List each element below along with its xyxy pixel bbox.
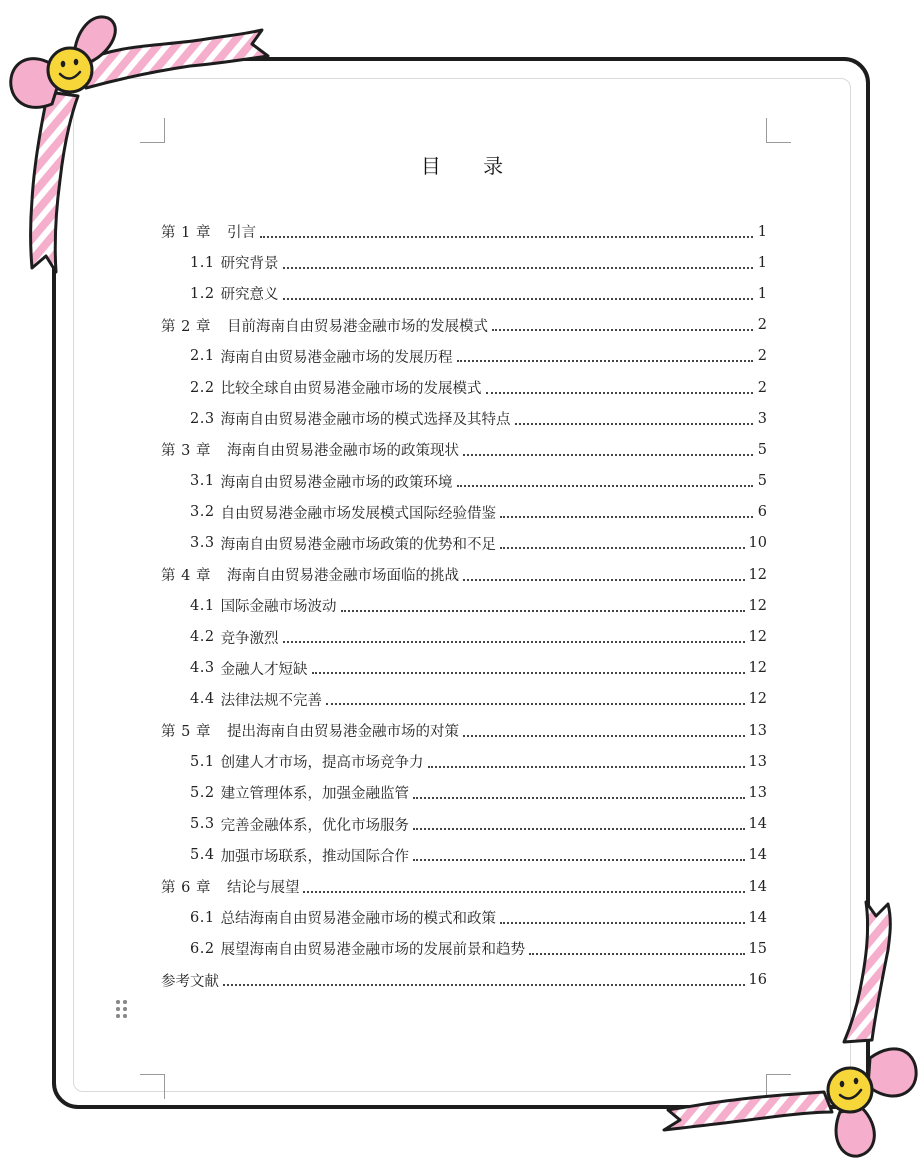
toc-entry-title: 建立管理体系，加强金融监管: [220, 786, 410, 803]
toc-entry-title: 创建人才市场，提高市场竞争力: [220, 755, 424, 772]
toc-leader-dots: [303, 877, 744, 893]
toc-leader-dots: [283, 627, 745, 643]
toc-entry[interactable]: [161, 278, 767, 309]
toc-leader-dots: [463, 565, 745, 581]
toc-page-number: 12: [748, 566, 767, 583]
toc-leader-dots: [500, 533, 744, 549]
toc-entry[interactable]: [161, 684, 767, 715]
toc-entry-number: 5.4: [190, 847, 215, 864]
toc-page-number: 1: [757, 223, 767, 240]
toc-entry-title: 展望海南自由贸易港金融市场的发展前景和趋势: [220, 942, 526, 959]
toc-leader-dots: [260, 222, 753, 238]
drag-handle-icon[interactable]: [116, 1000, 130, 1020]
toc-entry-title: 金融人才短缺: [220, 661, 308, 678]
toc-page-number: 2: [757, 317, 767, 334]
toc-entry[interactable]: [161, 809, 767, 840]
table-of-contents: [161, 216, 767, 996]
toc-entry-title: 目前海南自由贸易港金融市场的发展模式: [226, 318, 488, 335]
toc-entry-number: 5.3: [190, 816, 215, 833]
toc-entry-title: 海南自由贸易港金融市场的发展历程: [220, 349, 453, 366]
toc-entry-title: 提出海南自由贸易港金融市场的对策: [226, 724, 459, 741]
toc-entry-title: 完善金融体系，优化市场服务: [220, 817, 410, 834]
toc-leader-dots: [463, 440, 753, 456]
toc-entry-title: 海南自由贸易港金融市场面临的挑战: [226, 568, 459, 585]
toc-entry-title: 研究意义: [220, 287, 279, 304]
toc-entry-number: 3.3: [190, 535, 215, 552]
toc-entry-title: 自由贸易港金融市场发展模式国际经验借鉴: [220, 505, 497, 522]
toc-entry-number: 1.2: [190, 285, 215, 302]
toc-entry[interactable]: [161, 466, 767, 497]
toc-entry-title: 引言: [226, 225, 256, 242]
toc-page-number: 12: [748, 660, 767, 677]
toc-page-number: 3: [757, 410, 767, 427]
toc-entry-number: 3.2: [190, 504, 215, 521]
toc-entry-number: 第 3 章: [161, 443, 211, 460]
toc-entry[interactable]: [161, 372, 767, 403]
toc-leader-dots: [457, 471, 753, 487]
toc-page-number: 15: [748, 940, 767, 957]
toc-page-number: 14: [748, 878, 767, 895]
toc-title: 目 录: [420, 154, 522, 178]
toc-leader-dots: [500, 908, 744, 924]
toc-entry-number: 4.4: [190, 691, 215, 708]
toc-entry-number: 5.2: [190, 784, 215, 801]
toc-leader-dots: [463, 721, 745, 737]
toc-page-number: 13: [748, 753, 767, 770]
toc-entry[interactable]: [161, 559, 767, 590]
toc-leader-dots: [428, 752, 745, 768]
toc-entry-title: 比较全球自由贸易港金融市场的发展模式: [220, 381, 482, 398]
toc-leader-dots: [223, 970, 745, 986]
toc-page-number: 13: [748, 784, 767, 801]
toc-page-number: 12: [748, 597, 767, 614]
toc-entry-title: 竞争激烈: [220, 630, 279, 647]
toc-entry-number: 5.1: [190, 753, 215, 770]
toc-page-number: 14: [748, 847, 767, 864]
toc-entry[interactable]: [161, 434, 767, 465]
toc-leader-dots: [413, 783, 744, 799]
toc-page-number: 5: [757, 441, 767, 458]
toc-entry[interactable]: [161, 497, 767, 528]
toc-entry-title: 国际金融市场波动: [220, 599, 337, 616]
toc-page-number: 2: [757, 348, 767, 365]
toc-entry-number: 2.2: [190, 379, 215, 396]
toc-entry[interactable]: [161, 871, 767, 902]
toc-entry-title: 加强市场联系，推动国际合作: [220, 848, 410, 865]
toc-entry[interactable]: [161, 902, 767, 933]
toc-leader-dots: [341, 596, 745, 612]
toc-entry[interactable]: [161, 310, 767, 341]
toc-entry[interactable]: [161, 840, 767, 871]
toc-leader-dots: [492, 315, 753, 331]
toc-entry[interactable]: [161, 247, 767, 278]
toc-entry-title: 总结海南自由贸易港金融市场的模式和政策: [220, 911, 497, 928]
toc-page-number: 12: [748, 629, 767, 646]
toc-page-number: 14: [748, 909, 767, 926]
toc-entry[interactable]: [161, 341, 767, 372]
toc-entry-number: 2.1: [190, 348, 215, 365]
toc-page-number: 2: [757, 379, 767, 396]
toc-leader-dots: [413, 845, 744, 861]
toc-page-number: 14: [748, 816, 767, 833]
toc-entry-title: 研究背景: [220, 256, 279, 273]
toc-entry[interactable]: [161, 621, 767, 652]
toc-entry-number: 第 6 章: [161, 880, 211, 897]
toc-entry[interactable]: [161, 965, 767, 996]
toc-entry-title: 法律法规不完善: [220, 692, 323, 709]
toc-leader-dots: [515, 409, 753, 425]
toc-entry-number: 6.1: [190, 909, 215, 926]
toc-entry-title: 海南自由贸易港金融市场的模式选择及其特点: [220, 412, 511, 429]
toc-entry-number: 第 2 章: [161, 318, 211, 335]
toc-leader-dots: [326, 689, 744, 705]
toc-page-number: 13: [748, 722, 767, 739]
toc-leader-dots: [312, 658, 745, 674]
toc-leader-dots: [283, 284, 753, 300]
toc-entry[interactable]: [161, 590, 767, 621]
toc-leader-dots: [529, 939, 744, 955]
toc-leader-dots: [283, 253, 753, 269]
toc-leader-dots: [413, 814, 744, 830]
toc-entry-number: 第 1 章: [161, 225, 211, 242]
toc-entry-title: 结论与展望: [226, 880, 300, 897]
toc-entry[interactable]: [161, 216, 767, 247]
toc-entry[interactable]: [161, 403, 767, 434]
toc-entry[interactable]: [161, 933, 767, 964]
toc-entry[interactable]: [161, 746, 767, 777]
toc-leader-dots: [457, 346, 753, 362]
toc-entry-title: 参考文献: [161, 973, 219, 990]
toc-entry-number: 4.1: [190, 597, 215, 614]
toc-leader-dots: [500, 502, 753, 518]
toc-entry-number: 6.2: [190, 940, 215, 957]
toc-entry-number: 2.3: [190, 410, 215, 427]
toc-entry-title: 海南自由贸易港金融市场的政策现状: [226, 443, 459, 460]
toc-page-number: 1: [757, 254, 767, 271]
toc-page-number: 10: [748, 535, 767, 552]
toc-entry-title: 海南自由贸易港金融市场的政策环境: [220, 474, 453, 491]
corner-mark: [766, 118, 791, 143]
toc-leader-dots: [486, 378, 753, 394]
toc-page-number: 5: [757, 473, 767, 490]
toc-entry-number: 4.3: [190, 660, 215, 677]
toc-page-number: 1: [757, 285, 767, 302]
toc-entry-number: 第 4 章: [161, 568, 211, 585]
toc-page-number: 6: [757, 504, 767, 521]
toc-entry[interactable]: [161, 653, 767, 684]
toc-entry-title: 海南自由贸易港金融市场政策的优势和不足: [220, 536, 497, 553]
toc-page-number: 12: [748, 691, 767, 708]
toc-entry[interactable]: [161, 528, 767, 559]
toc-page-number: 16: [748, 972, 767, 989]
toc-entry-number: 3.1: [190, 473, 215, 490]
toc-entry-number: 1.1: [190, 254, 215, 271]
toc-entry[interactable]: [161, 715, 767, 746]
toc-entry-number: 4.2: [190, 629, 215, 646]
toc-entry-number: 第 5 章: [161, 724, 211, 741]
toc-entry[interactable]: [161, 777, 767, 808]
corner-mark: [140, 1074, 165, 1099]
